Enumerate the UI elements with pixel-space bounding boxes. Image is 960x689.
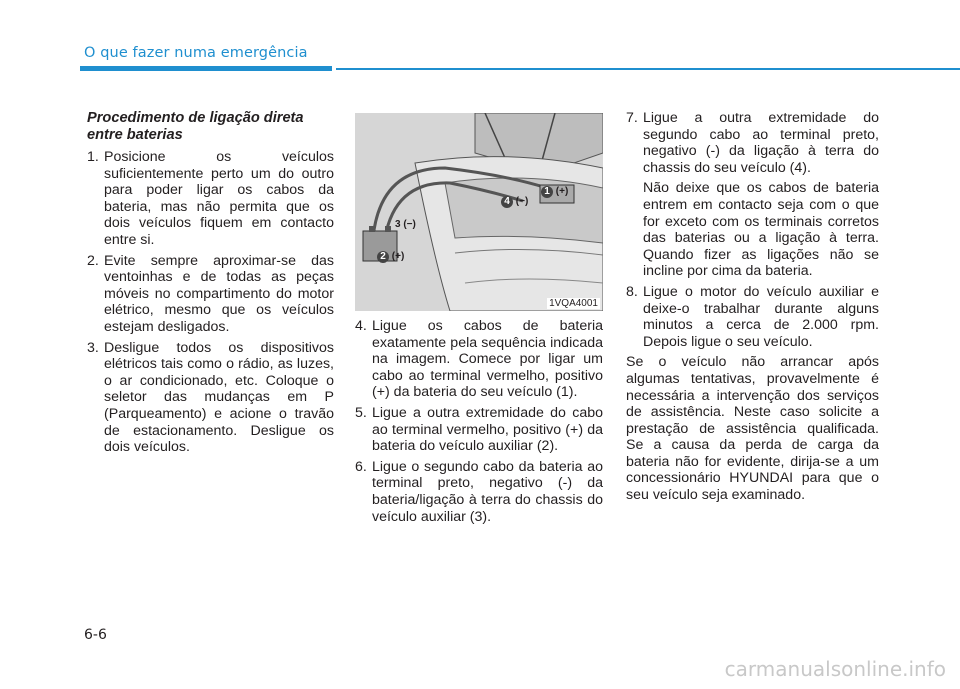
step-text: Evite sempre aproximar-se das ventoinhas e de todas as peças móveis no compartimento do motor elétrico, mesmo que os veículos estejam desligados.	[104, 252, 334, 335]
section-title: Procedimento de ligação direta entre baterias	[87, 110, 304, 143]
steps-list-3	[626, 110, 879, 176]
header-title: O que fazer numa emergência	[84, 45, 308, 61]
step-1	[87, 149, 334, 249]
callout-symbol: (+)	[555, 186, 569, 197]
step-text: Ligue o motor do veículo auxiliar e deixe-o trabalhar durante alguns minutos a cerca de 2.000 rpm. Depois ligue o seu veículo.	[643, 283, 879, 350]
step-6	[355, 459, 603, 525]
callout-number: 1	[541, 186, 553, 198]
step-7	[626, 110, 879, 176]
jump-start-illustration	[355, 113, 603, 311]
step-number: 4.	[355, 318, 367, 334]
step-number: 7.	[626, 110, 638, 126]
step-4	[355, 318, 603, 401]
callout-number: 2	[377, 251, 389, 263]
step-number: 2.	[87, 252, 99, 269]
watermark: carmanualsonline.info	[724, 657, 946, 681]
header-bar-left	[80, 66, 332, 71]
step-text: Ligue a outra extremidade do cabo ao terminal vermelho, positivo (+) da bateria do veículo auxiliar (2).	[372, 404, 603, 455]
step-number: 3.	[87, 339, 99, 356]
callout-symbol: (−)	[515, 196, 529, 207]
step-3	[87, 340, 334, 456]
callout-3	[395, 219, 416, 230]
column-right	[626, 110, 879, 504]
callout-4	[501, 196, 528, 208]
steps-list-1	[87, 149, 334, 456]
step-2	[87, 253, 334, 336]
step-text: Ligue o segundo cabo da bateria ao terminal preto, negativo (-) da bateria/ligação à terra do chassis do veículo auxiliar (3).	[372, 458, 603, 525]
callout-number: 4	[501, 196, 513, 208]
callout-symbol: (+)	[391, 251, 405, 262]
step-7-note: Não deixe que os cabos de bateria entrem em contacto seja com o que for exceto com os terminais corretos das baterias ou a ligação à terra. Quando fizer as ligações não se incline por cima da bateria.	[643, 180, 879, 280]
step-number: 8.	[626, 283, 638, 300]
step-5	[355, 405, 603, 455]
engine-bay-drawing	[355, 113, 603, 311]
step-number: 6.	[355, 458, 367, 475]
header-bar-right	[336, 68, 960, 70]
step-text: Desligue todos os dispositivos elétricos tais como o rádio, as luzes, o ar condicionado, etc. Coloque o seletor das mudanças em P (Parqueamento) e acione o travão de estacionamento. Desligue os dois veículos.	[104, 339, 334, 456]
steps-list-2	[355, 318, 603, 525]
step-8	[626, 284, 879, 350]
callout-symbol: (−)	[403, 219, 416, 230]
column-left	[87, 110, 334, 460]
steps-list-4	[626, 284, 879, 350]
step-number: 5.	[355, 404, 367, 421]
step-text: Ligue os cabos de bateria exatamente pela sequência indicada na imagem. Comece por ligar um cabo ao terminal vermelho, positivo (+) da bateria do seu veículo (1).	[372, 318, 603, 401]
step-text: Posicione os veículos suficientemente perto um do outro para poder ligar os cabos da bateria, mas não permita que os dois veículos fiquem em contacto entre si.	[104, 149, 334, 248]
closing-paragraph: Se o veículo não arrancar após algumas tentativas, provavelmente é necessária a intervenção dos serviços de assistência. Neste caso solicite a prestação de assistência qualificada. Se a causa da perda de carga da bateria não for evidente, dirija-se a um concessionário HYUNDAI para que o seu veículo seja examinado.	[626, 354, 879, 504]
figure-code: 1VQA4001	[549, 298, 598, 309]
callout-number: 3	[395, 219, 401, 230]
step-text: Ligue a outra extremidade do segundo cabo ao terminal preto, negativo (-) da ligação à terra do chassis do seu veículo (4).	[643, 110, 879, 176]
page-number: 6-6	[84, 627, 107, 643]
callout-1	[541, 186, 568, 198]
step-number: 1.	[87, 149, 99, 165]
callout-2	[377, 251, 404, 263]
column-middle	[355, 318, 603, 529]
